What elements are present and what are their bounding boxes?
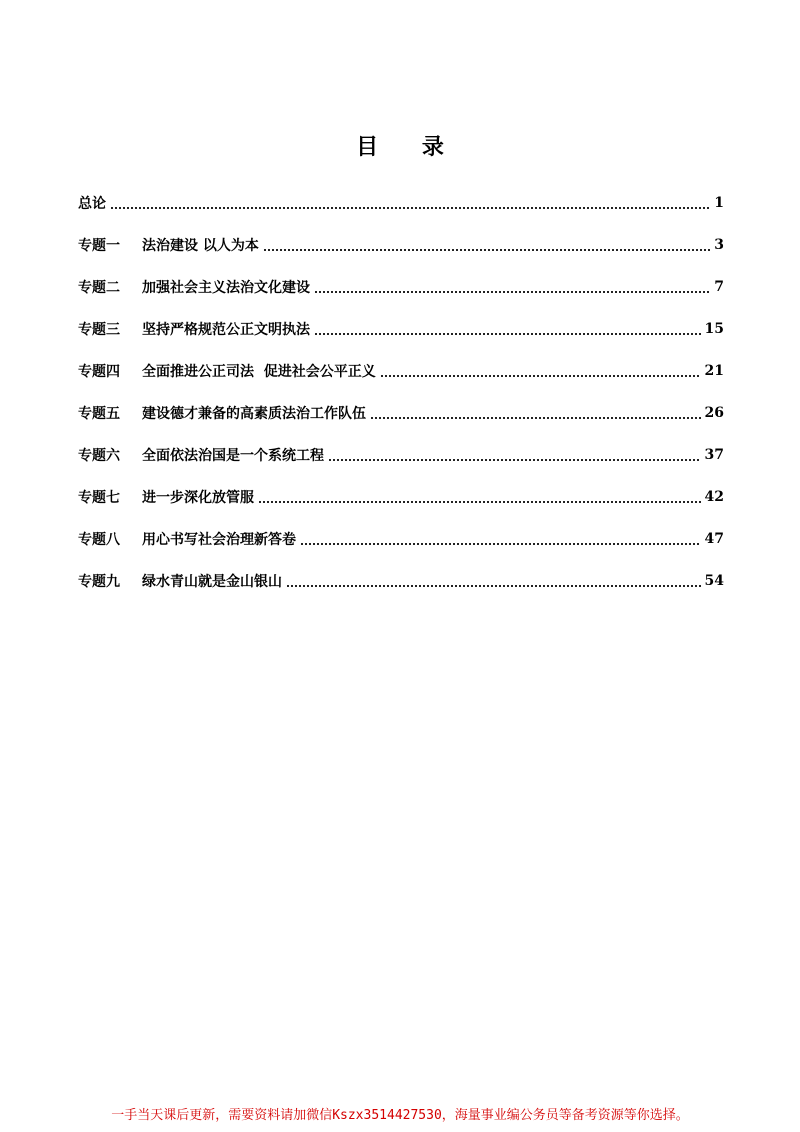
toc-entry-title: 全面依法治国是一个系统工程 [142, 448, 324, 464]
toc-entry-label: 专题五 [78, 406, 120, 422]
toc-entry-page: 3 [714, 237, 724, 253]
toc-entry-label: 专题七 [78, 490, 120, 506]
toc-entry-title: 法治建设 以人为本 [142, 238, 259, 254]
toc-entry-overview[interactable] [78, 182, 724, 224]
toc-entry-label: 专题八 [78, 532, 120, 548]
toc-entry-title: 建设德才兼备的高素质法治工作队伍 [142, 406, 366, 422]
toc-entry-label: 专题九 [78, 574, 120, 590]
toc-entry-topic-1[interactable] [78, 224, 724, 266]
toc-entry-title: 进一步深化放管服 [142, 490, 254, 506]
toc-entry-page: 1 [714, 195, 724, 211]
toc-entry-page: 42 [704, 489, 724, 505]
toc-entry-label: 总论 [78, 196, 106, 212]
toc-entry-title: 坚持严格规范公正文明执法 [142, 322, 310, 338]
footer-promo-note: 一手当天课后更新，需要资料请加微信Kszx3514427530，海量事业编公务员等备考资源等你选择。 [111, 1108, 689, 1123]
dot-leader [380, 375, 701, 377]
toc-entry-page: 7 [714, 279, 724, 295]
toc-entry-page: 15 [704, 321, 724, 337]
toc-entry-page: 26 [704, 405, 724, 421]
dot-leader [328, 459, 701, 461]
dot-leader [263, 249, 710, 251]
toc-entry-topic-2[interactable] [78, 266, 724, 308]
toc-entry-label: 专题二 [78, 280, 120, 296]
toc-entry-title: 用心书写社会治理新答卷 [142, 532, 296, 548]
toc-entry-label: 专题六 [78, 448, 120, 464]
toc-entry-title: 全面推进公正司法 促进社会公平正义 [142, 364, 376, 380]
dot-leader [110, 207, 710, 209]
toc-entry-page: 21 [704, 363, 724, 379]
toc-entry-label: 专题三 [78, 322, 120, 338]
toc-entry-label: 专题一 [78, 238, 120, 254]
dot-leader [258, 501, 701, 503]
toc-entry-topic-7[interactable] [78, 476, 724, 518]
toc-entry-topic-9[interactable] [78, 560, 724, 602]
toc-entry-topic-4[interactable] [78, 350, 724, 392]
table-of-contents [78, 182, 724, 602]
dot-leader [314, 291, 710, 293]
dot-leader [314, 333, 701, 335]
toc-entry-page: 54 [704, 573, 724, 589]
toc-entry-page: 47 [704, 531, 724, 547]
dot-leader [300, 543, 701, 545]
dot-leader [286, 585, 701, 587]
toc-entry-topic-5[interactable] [78, 392, 724, 434]
toc-entry-page: 37 [704, 447, 724, 463]
page-title: 目 录 [356, 134, 462, 160]
toc-entry-topic-3[interactable] [78, 308, 724, 350]
toc-entry-topic-8[interactable] [78, 518, 724, 560]
toc-entry-label: 专题四 [78, 364, 120, 380]
toc-entry-title: 加强社会主义法治文化建设 [142, 280, 310, 296]
dot-leader [370, 417, 701, 419]
toc-entry-title: 绿水青山就是金山银山 [142, 574, 282, 590]
toc-entry-topic-6[interactable] [78, 434, 724, 476]
